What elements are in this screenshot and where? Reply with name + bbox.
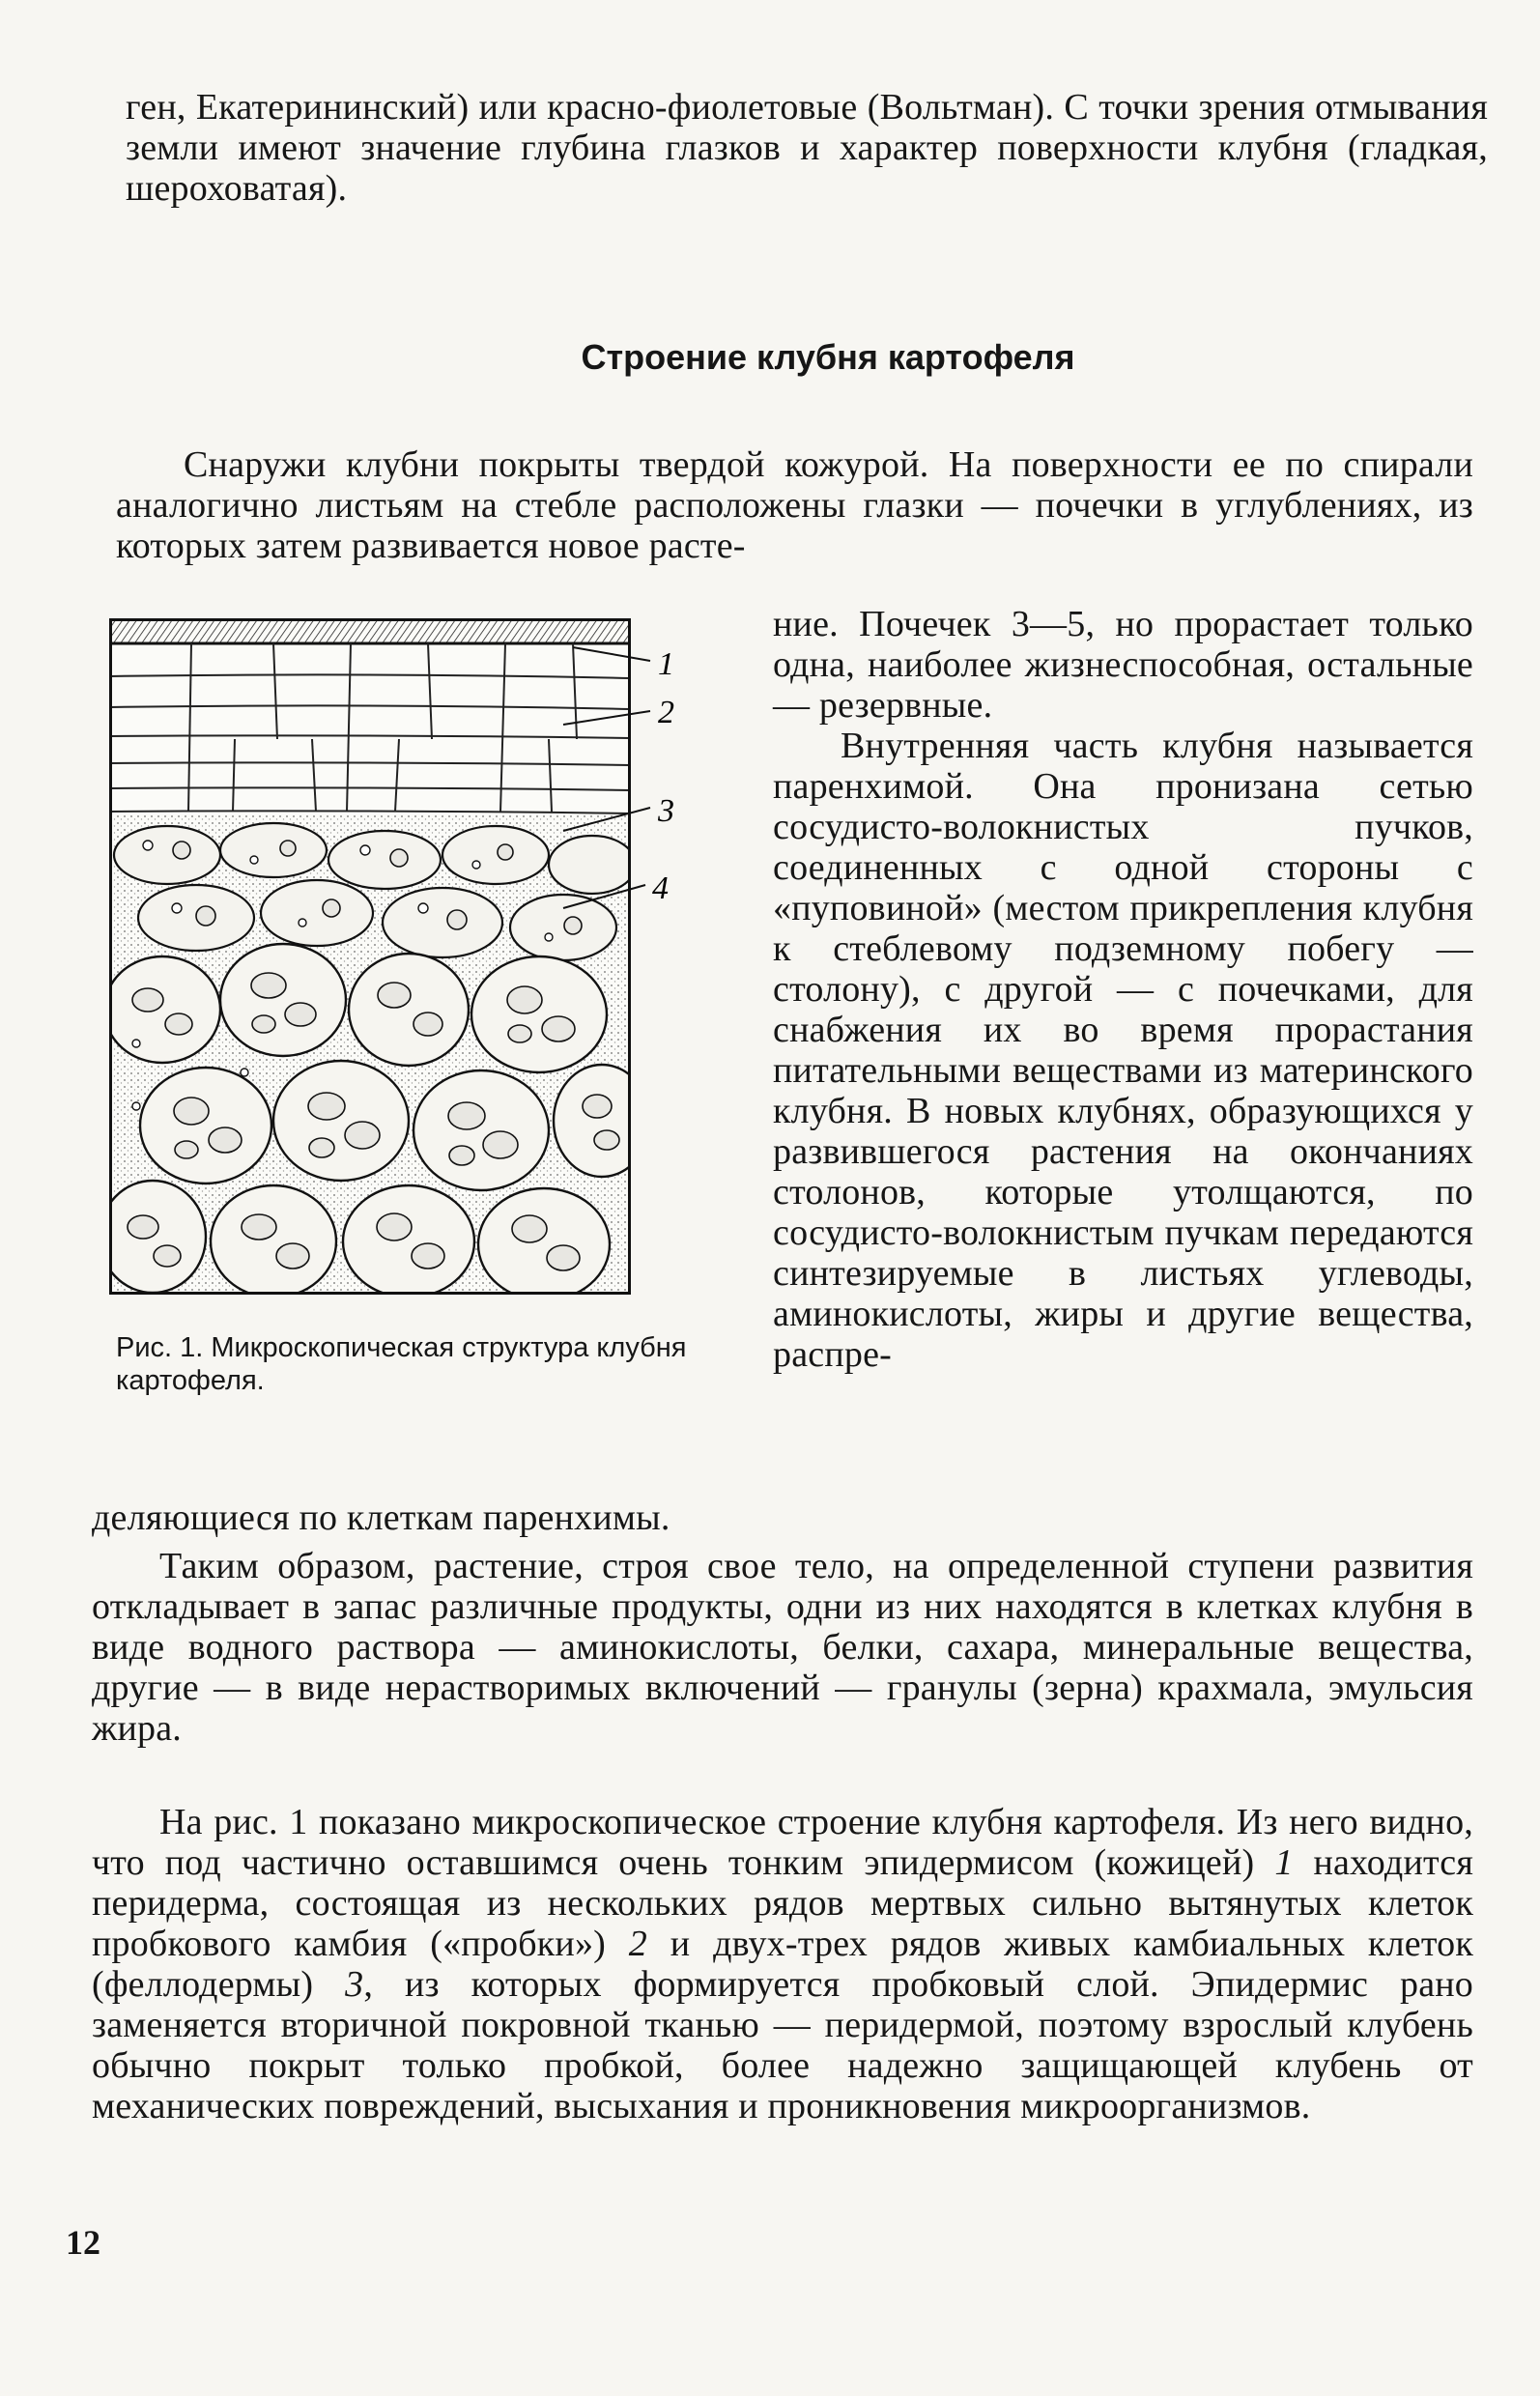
right-column-text: [773, 604, 1473, 1375]
p4-ref-2: 2: [628, 1924, 647, 1964]
figure-label-2: 2: [658, 695, 674, 730]
paragraph-skin-continued: ние. Почечек 3—5, но прорастает только одна, наиболее жизнеспособная, остальные — резервные.: [773, 604, 1473, 726]
figure-label-4: 4: [652, 870, 669, 906]
paragraph-parenchyma: Внутренняя часть клубня называется паренхимой. Она пронизана сетью сосудисто-волокнистых пучков, соединенных с одной стороны с «пуповиной» (местом прикрепления клубня к стеблевому подземному побегу — столону), с другой — с почечками, для снабжения их во время прорастания питательными веществами из материнского клубня. В новых клубнях, образующихся у развившегося растения на окончаниях столонов, которые утолщаются, по сосудисто-волокнистым пучкам передаются синтезируемые в листьях углеводы, аминокислоты, жиры и другие вещества, распре-: [773, 726, 1473, 1375]
paragraph-skin-top: Снаружи клубни покрыты твердой кожурой. На поверхности ее по спирали аналогично листьям на стебле расположены глазки — почечки в углублениях, из которых затем развивается новое расте-: [116, 444, 1473, 566]
figure-label-3: 3: [658, 793, 674, 829]
figure-label-1: 1: [658, 646, 674, 682]
paragraph-storage: Таким образом, растение, строя свое тело, на определенной ступени развития откладывает в запас различные продукты, одни из них находятся в клетках клубня в виде водного раствора — аминокислоты, белки, сахара, минеральные вещества, другие — в виде нерастворимых включений — гранулы (зерна) крахмала, эмульсия жира.: [92, 1546, 1473, 1749]
paragraph-figure-description: [92, 1802, 1473, 2126]
figure-tuber-structure: [109, 618, 727, 1295]
p4-text-b: находится перидерма, состоящая из нескольких рядов мертвых сильно вытянутых клеток пробкового камбия («пробки»): [92, 1842, 1473, 1964]
section-title: Строение клубня картофеля: [581, 337, 1075, 377]
intro-paragraph: ген, Екатерининский) или красно-фиолетовые (Вольтман). С точки зрения отмывания земли имеют значение глубина глазков и характер поверхности клубня (гладкая, шероховатая).: [126, 87, 1488, 209]
p4-ref-3: 3: [345, 1964, 364, 2005]
paragraph-parenchyma-end: деляющиеся по клеткам паренхимы.: [92, 1498, 670, 1538]
p4-text-a: На рис. 1 показано микроскопическое строение клубня картофеля. Из него видно, что под частично оставшимся очень тонким эпидермисом (кожицей): [92, 1802, 1473, 1883]
tuber-micro-structure-illustration: [109, 618, 727, 1295]
p4-text-c: и двух-трех рядов живых камбиальных клеток (феллодермы): [92, 1924, 1473, 2005]
p4-ref-1: 1: [1274, 1842, 1294, 1883]
page-number: 12: [66, 2223, 100, 2262]
figure-caption: Рис. 1. Микроскопическая структура клубня картофеля.: [116, 1332, 687, 1396]
p4-text-d: , из которых формируется пробковый слой. Эпидермис рано заменяется вторичной покровной тканью — перидермой, поэтому взрослый клубень обычно покрыт только пробкой, более надежно защищающей клубень от механических повреждений, высыхания и проникновения микроорганизмов.: [92, 1964, 1473, 2126]
